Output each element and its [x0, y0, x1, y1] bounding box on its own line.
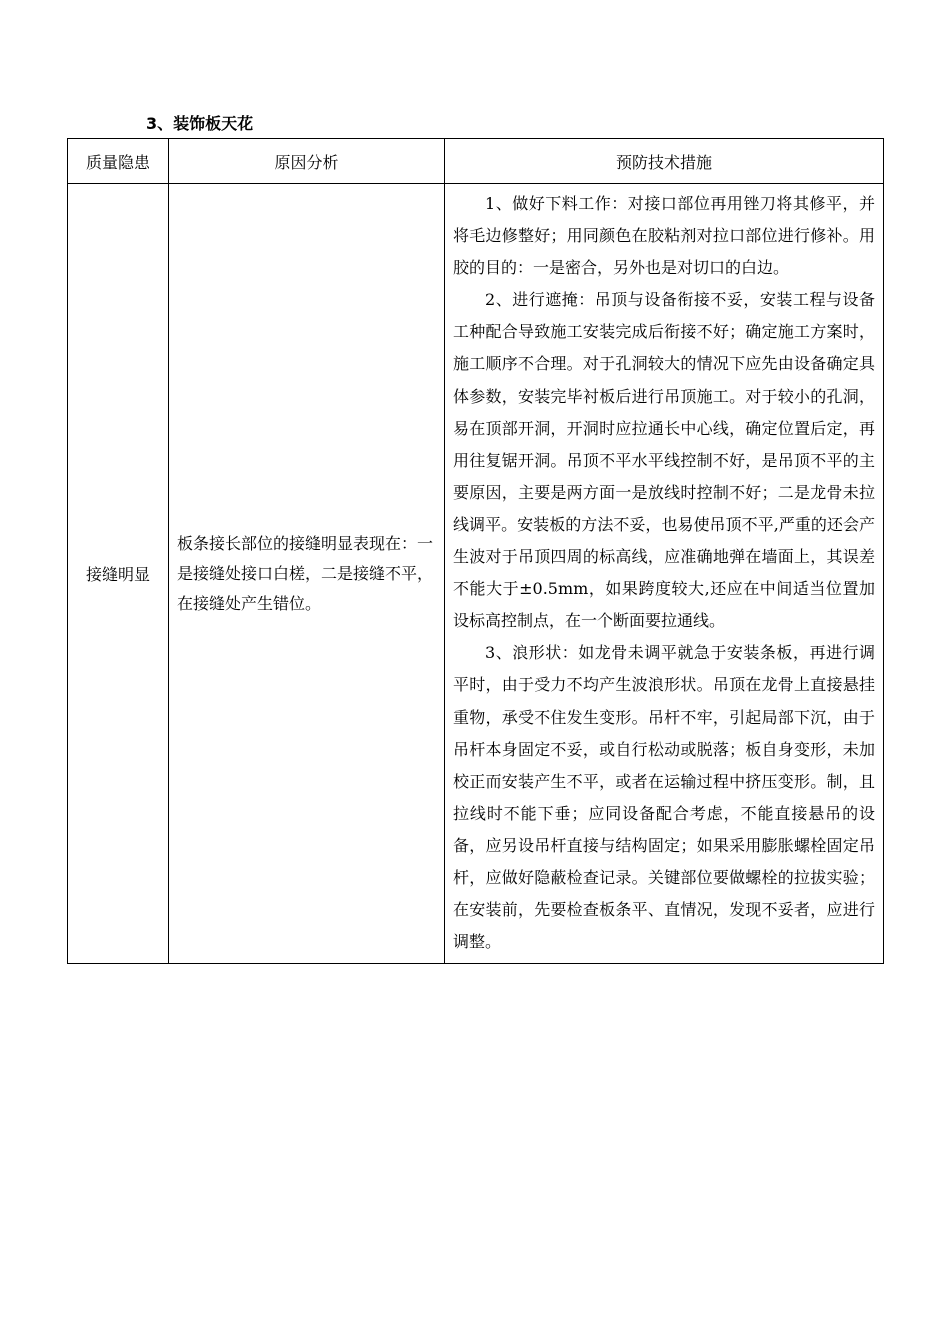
cause-cell: 板条接长部位的接缝明显表现在：一是接缝处接口白槎，二是接缝不平，在接缝处产生错位。 — [169, 184, 445, 964]
table-header-row — [68, 139, 884, 184]
measure-paragraph-2: 2、进行遮掩：吊顶与设备衔接不妥，安装工程与设备工种配合导致施工安装完成后衔接不好；确定施工方案时，施工顺序不合理。对于孔洞较大的情况下应先由设备确定具体参数，安装完毕衬板后进行吊顶施工。对于较小的孔洞，易在顶部开洞，开洞时应拉通长中心线，确定位置后定，再用往复锯开洞。吊顶不平水平线控制不好，是吊顶不平的主要原因，主要是两方面一是放线时控制不好；二是龙骨未拉线调平。安装板的方法不妥，也易使吊顶不平,严重的还会产生波对于吊顶四周的标高线，应准确地弹在墙面上，其误差不能大于±0.5mm，如果跨度较大,还应在中间适当位置加设标高控制点，在一个断面要拉通线。 — [453, 290, 875, 631]
issue-cell: 接缝明显 — [68, 184, 169, 964]
header-quality-issue: 质量隐患 — [68, 139, 169, 184]
quality-issue-table — [67, 138, 884, 964]
header-prevention-measures: 预防技术措施 — [445, 139, 884, 184]
measures-cell — [445, 184, 884, 964]
header-cause-analysis: 原因分析 — [169, 139, 445, 184]
table-row — [68, 184, 884, 964]
section-heading: 3、装饰板天花 — [146, 114, 254, 133]
measure-paragraph-3: 3、浪形状：如龙骨未调平就急于安装条板，再进行调平时，由于受力不均产生波浪形状。吊顶在龙骨上直接悬挂重物，承受不住发生变形。吊杆不牢，引起局部下沉，由于吊杆本身固定不妥，或自行松动或脱落；板自身变形，未加校正而安装产生不平，或者在运输过程中挤压变形。制，且拉线时不能下垂；应同设备配合考虑，不能直接悬吊的设备，应另设吊杆直接与结构固定；如果采用膨胀螺栓固定吊杆，应做好隐蔽检查记录。关键部位要做螺栓的拉拔实验；在安装前，先要检查板条平、直情况，发现不妥者，应进行调整。 — [453, 643, 875, 952]
measure-paragraph-1: 1、做好下料工作：对接口部位再用锉刀将其修平，并将毛边修整好；用同颜色在胶粘剂对拉口部位进行修补。用胶的目的：一是密合，另外也是对切口的白边。 — [453, 194, 875, 278]
